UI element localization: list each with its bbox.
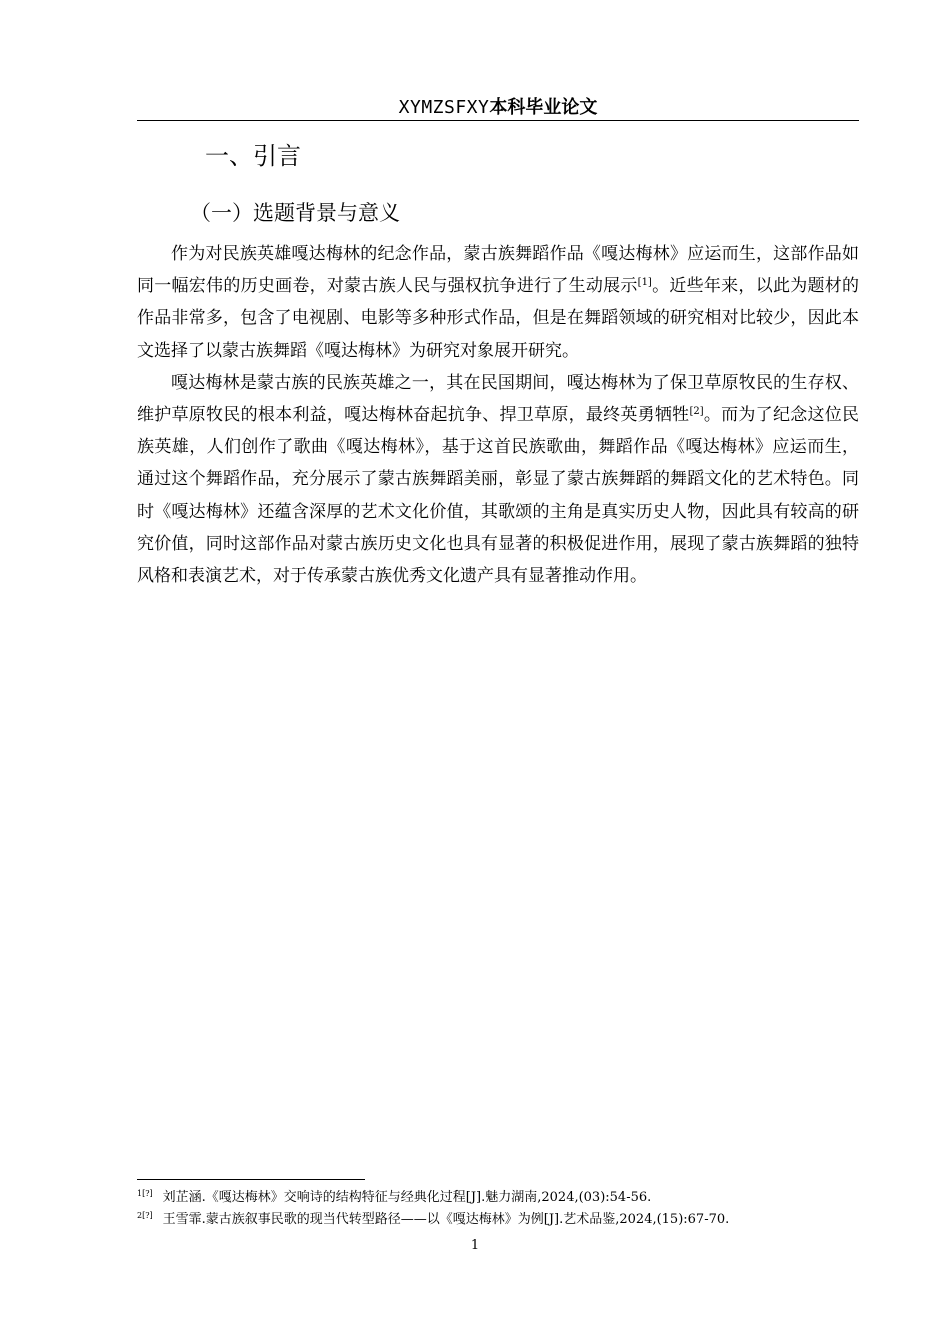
footnote-1 — [137, 1187, 859, 1209]
section-heading: 一、引言 — [205, 142, 301, 170]
footnotes — [137, 1187, 859, 1231]
running-header — [137, 94, 859, 121]
footnote-1-mark: 1[?] — [137, 1189, 153, 1198]
header-label: 本科毕业论文 — [489, 97, 598, 118]
paragraph-2-text-a: 嘎达梅林是蒙古族的民族英雄之一，其在民国期间，嘎达梅林为了保卫草原牧民的生存权、维护草原牧民的根本利益，嘎达梅林奋起抗争、捍卫草原，最终英勇牺牲 — [137, 372, 859, 426]
paragraph-1-text-b: 。近些年来，以此为题材的作品非常多，包含了电视剧、电影等多种形式作品，但是在舞蹈领域的研究相对比较少，因此本文选择了以蒙古族舞蹈《嘎达梅林》为研究对象展开研究。 — [137, 276, 860, 361]
footnote-2 — [137, 1209, 859, 1231]
subsection-heading: （一）选题背景与意义 — [190, 201, 400, 225]
citation-2: [2] — [689, 406, 704, 418]
citation-1: [1] — [637, 277, 652, 289]
footnote-2-mark: 2[?] — [137, 1211, 153, 1220]
paragraph-1 — [137, 238, 859, 367]
footnote-2-text: 王雪霏.蒙古族叙事民歌的现当代转型路径——以《嘎达梅林》为例[J].艺术品鉴,2024,(15):67-70. — [162, 1212, 730, 1227]
paragraph-1-text-a: 作为对民族英雄嘎达梅林的纪念作品，蒙古族舞蹈作品《嘎达梅林》应运而生，这部作品如同一幅宏伟的历史画卷，对蒙古族人民与强权抗争进行了生动展示 — [137, 244, 859, 297]
footnote-separator — [137, 1179, 365, 1180]
header-code: XYMZSFXY — [398, 97, 490, 118]
paragraph-2 — [137, 367, 859, 592]
body-text — [137, 238, 859, 592]
paragraph-2-text-b: 。而为了纪念这位民族英雄，人们创作了歌曲《嘎达梅林》，基于这首民族歌曲，舞蹈作品《嘎达梅林》应运而生，通过这个舞蹈作品，充分展示了蒙古族舞蹈美丽，彰显了蒙古族舞蹈的舞蹈文化的艺术特色。同时《嘎达梅林》还蕴含深厚的艺术文化价值，其歌颂的主角是真实历史人物，因此具有较高的研究价值，同时这部作品对蒙古族历史文化也具有显著的积极促进作用，展现了蒙古族舞蹈的独特风格和表演艺术，对于传承蒙古族优秀文化遗产具有显著推动作用。 — [137, 405, 860, 587]
footnote-1-text: 刘芷涵.《嘎达梅林》交响诗的结构特征与经典化过程[J].魅力湖南,2024,(03):54-56. — [162, 1190, 652, 1205]
page-number: 1 — [470, 1238, 480, 1253]
